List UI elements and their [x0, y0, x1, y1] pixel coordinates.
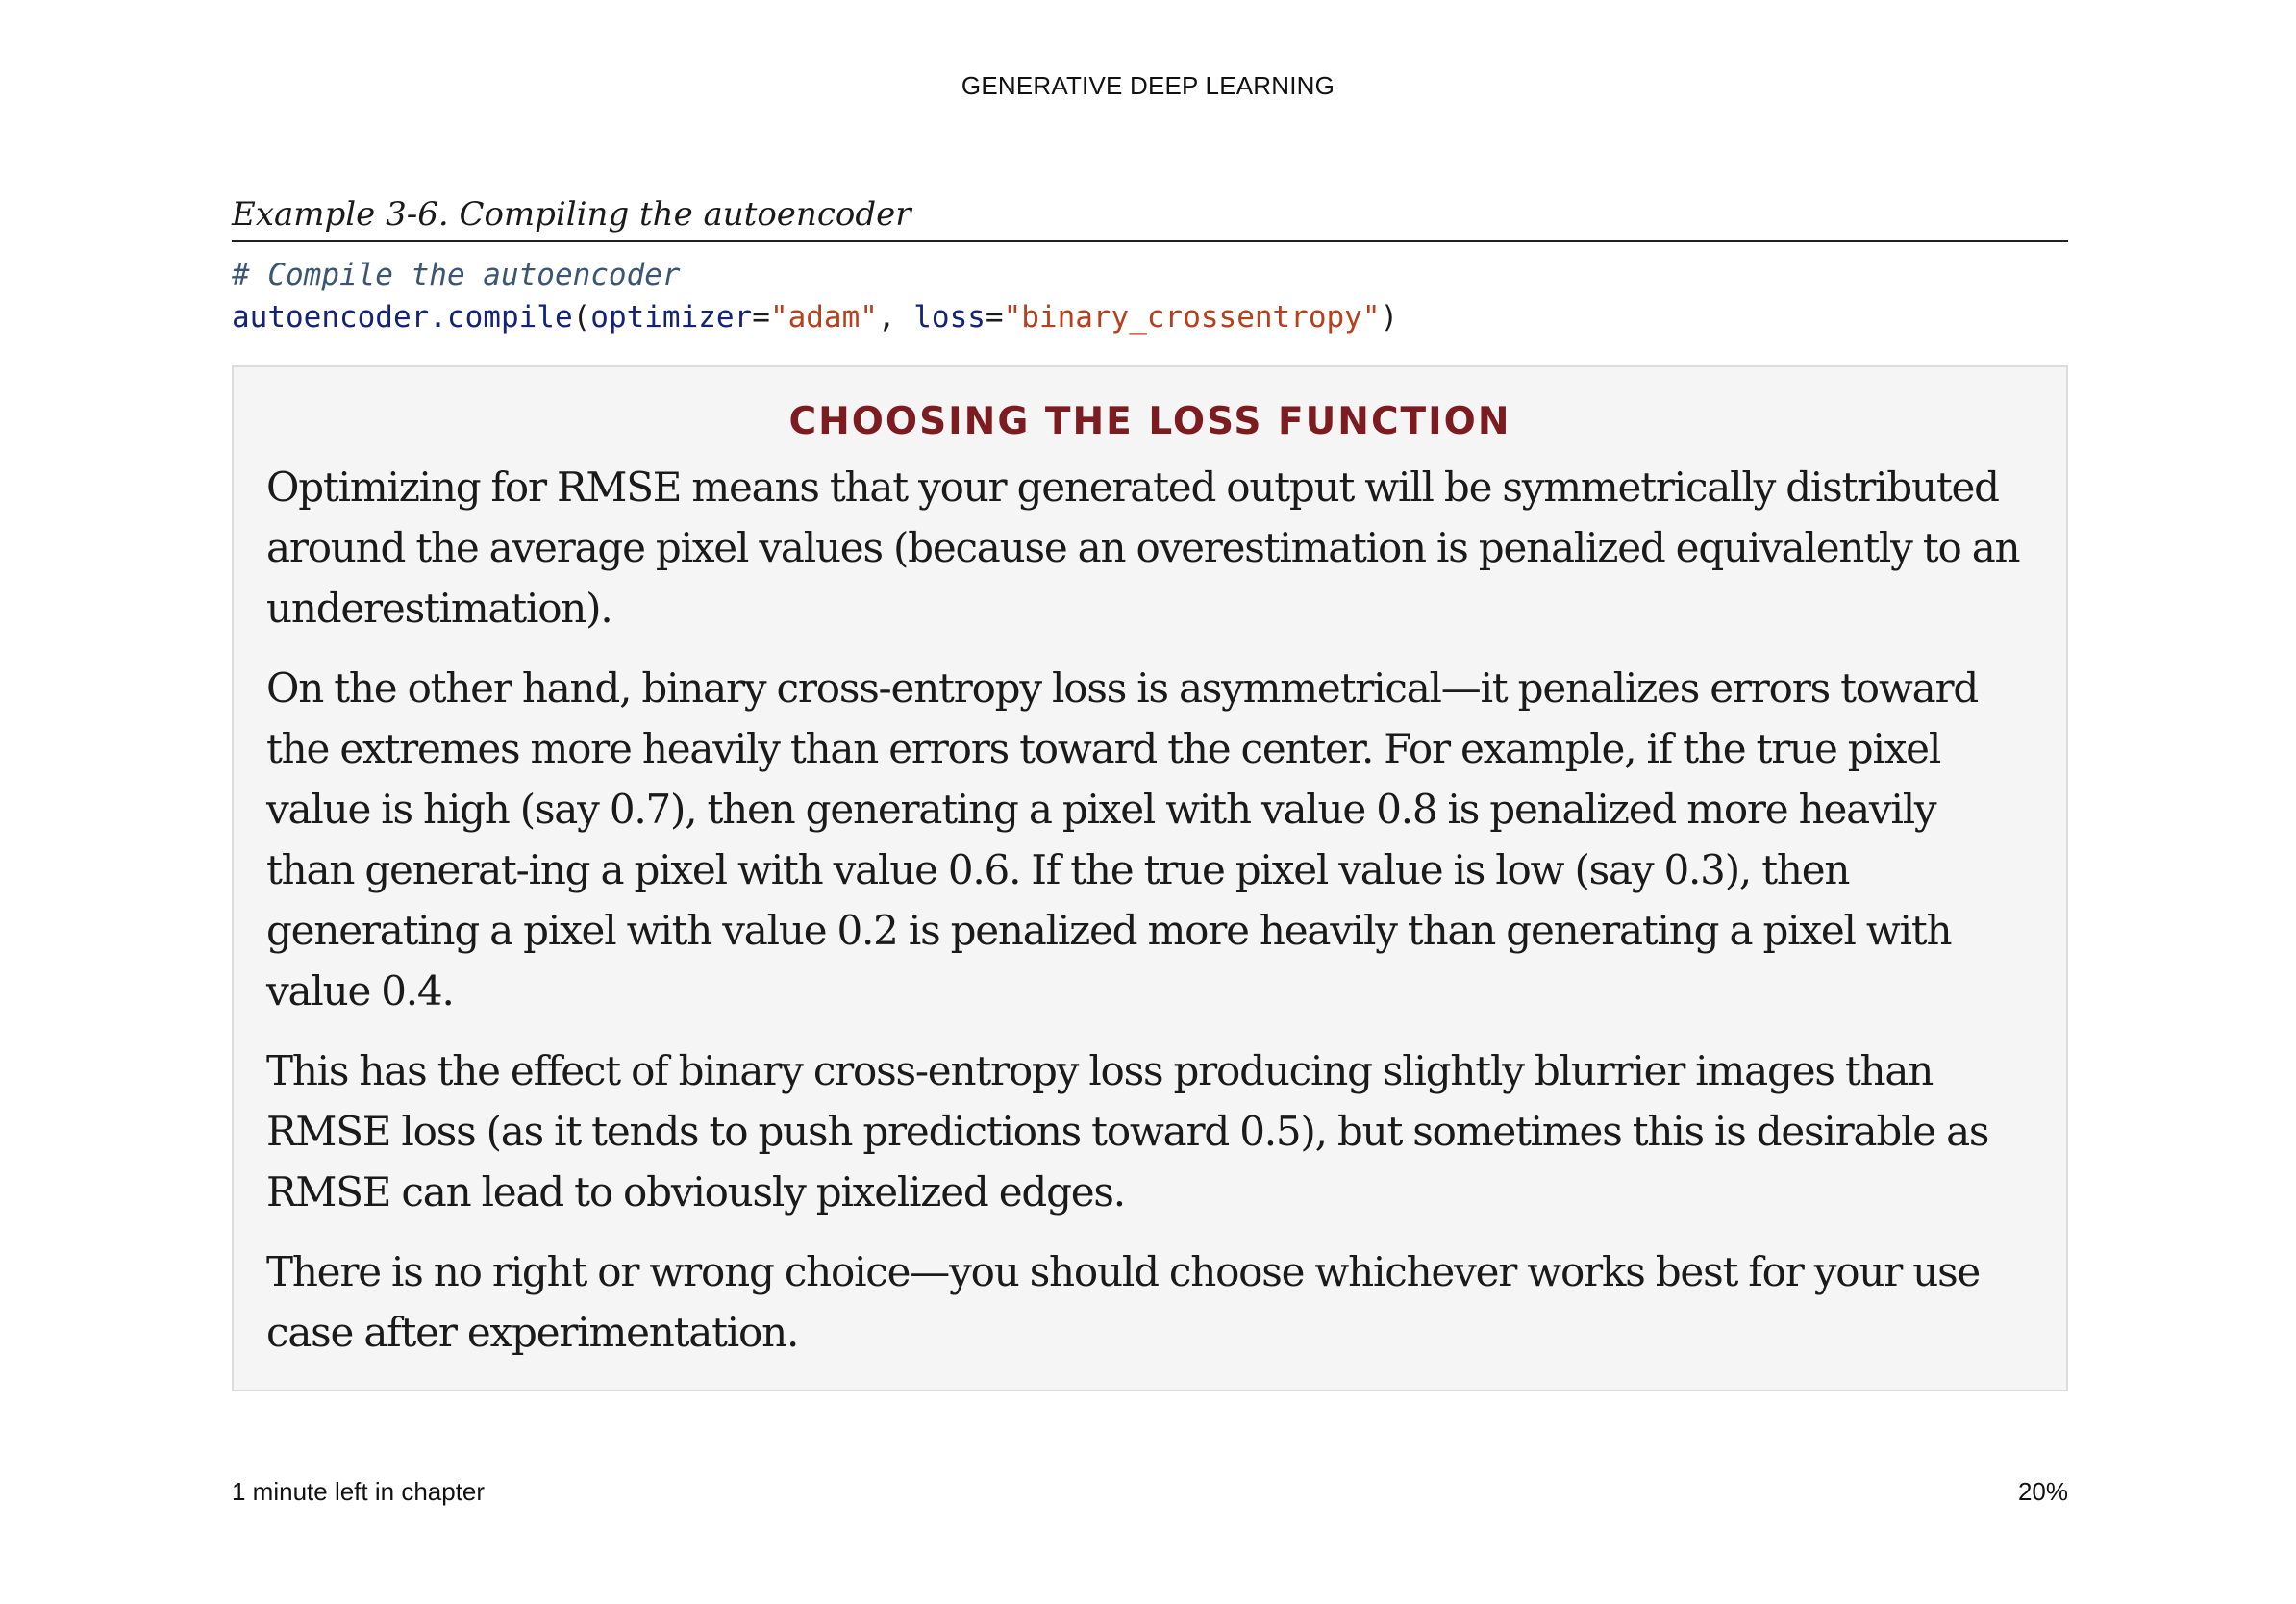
example-caption: Example 3-6. Compiling the autoencoder — [232, 190, 2068, 242]
sidebar-paragraph: Optimizing for RMSE means that your generated output will be symmetrically distributed around the average pixel values (because an overestimation is penalized equivalently to an underestimation). — [266, 464, 2020, 632]
code-call-name: autoencoder.compile — [232, 300, 573, 335]
code-separator: , — [877, 300, 914, 335]
code-arg2-value: "binary_crossentropy" — [1003, 300, 1381, 335]
code-block — [232, 254, 2068, 338]
sidebar-paragraph: On the other hand, binary cross-entropy loss is asymmetrical—it penalizes errors toward the extremes more heavily than errors toward the center. For example, if the true pixel value is high (say 0.7), then generating a pixel with value 0.8 is penalized more heavily than generat-ing a pixel with value 0.6. If the true pixel value is low (say 0.3), then generating a pixel with value 0.2 is penalized more heavily than generating a pixel with value 0.4. — [266, 664, 1979, 1015]
code-open-paren: ( — [572, 300, 591, 335]
code-arg1-value: "adam" — [769, 300, 878, 335]
code-arg1-name: optimizer — [590, 300, 753, 335]
sidebar-paragraph: There is no right or wrong choice—you should choose whichever works best for your use case after experimentation. — [266, 1248, 1981, 1356]
code-equals-2: = — [985, 300, 1004, 335]
page-content — [232, 190, 2068, 1391]
code-comment: # Compile the autoencoder — [232, 258, 681, 292]
code-close-paren: ) — [1380, 300, 1399, 335]
sidebar-box — [232, 365, 2068, 1391]
code-equals-1: = — [752, 300, 770, 335]
time-left-in-chapter: 1 minute left in chapter — [232, 1477, 486, 1506]
sidebar-title: CHOOSING THE LOSS FUNCTION — [788, 400, 1511, 443]
sidebar-paragraph: This has the effect of binary cross-entropy loss producing slightly blurrier images than RMSE loss (as it tends to push predictions toward 0.5), but sometimes this is desirable as RMSE can lead to obviously pixelized edges. — [266, 1047, 1989, 1216]
code-arg2-name: loss — [913, 300, 986, 335]
reading-progress: 20% — [2017, 1477, 2068, 1506]
book-title: GENERATIVE DEEP LEARNING — [961, 71, 1335, 100]
